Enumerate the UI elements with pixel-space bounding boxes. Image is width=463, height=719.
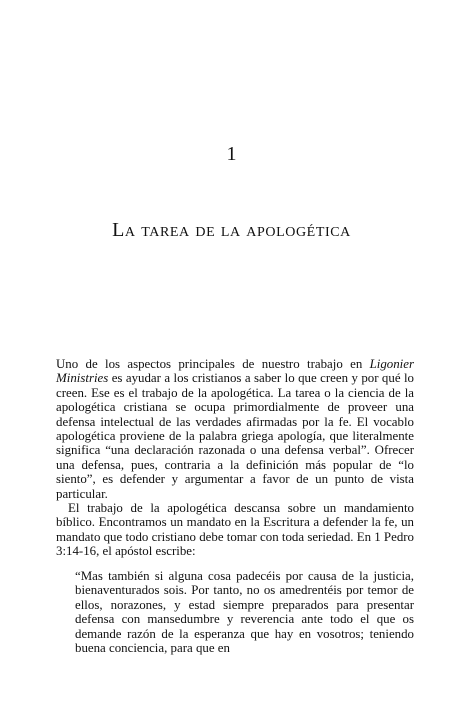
paragraph-1-emphasis: Ligonier Ministries <box>56 357 414 386</box>
body-text <box>56 357 414 559</box>
scripture-quote-text: “Mas también si alguna cosa padecéis por causa de la justicia, bienaventurados sois. Por tanto, no os amedrentéis por temor de ellos, norazones, y estad siempre preparados para presentar defensa con mansedumbre y reverencia ante todo el que os demande razón de la esperanza que hay en vosotros; teniendo buena conciencia, para que en <box>75 569 414 656</box>
scripture-quote <box>75 569 414 655</box>
paragraph-1 <box>56 357 414 501</box>
paragraph-1-text-a: Uno de los aspectos principales de nuestro trabajo en <box>56 357 370 371</box>
paragraph-2: El trabajo de la apologética descansa sobre un mandamiento bíblico. Encontramos un mandato en la Escritura a defender la fe, un mandato que todo cristiano debe tomar con toda seriedad. En 1 Pedro 3:14-16, el apóstol escribe: <box>56 501 414 559</box>
chapter-number: 1 <box>226 143 237 165</box>
paragraph-1-text-b: es ayudar a los cristianos a saber lo que creen y por qué lo creen. Ese es el trabajo de la apologética. La tarea o la ciencia de la apologética cristiana se ocupa primordialmente de proveer una defensa intelectual de las verdades afirmadas por la fe. El vocablo apologética proviene de la palabra griega apología, que literalmente significa “una declaración razonada o una defensa verbal”. Ofrecer una defensa, pues, contraria a la definición más popular de “lo siento”, es defender y argumentar a favor de un punto de vista particular. <box>56 371 414 501</box>
chapter-title: La tarea de la apologética <box>112 219 351 241</box>
